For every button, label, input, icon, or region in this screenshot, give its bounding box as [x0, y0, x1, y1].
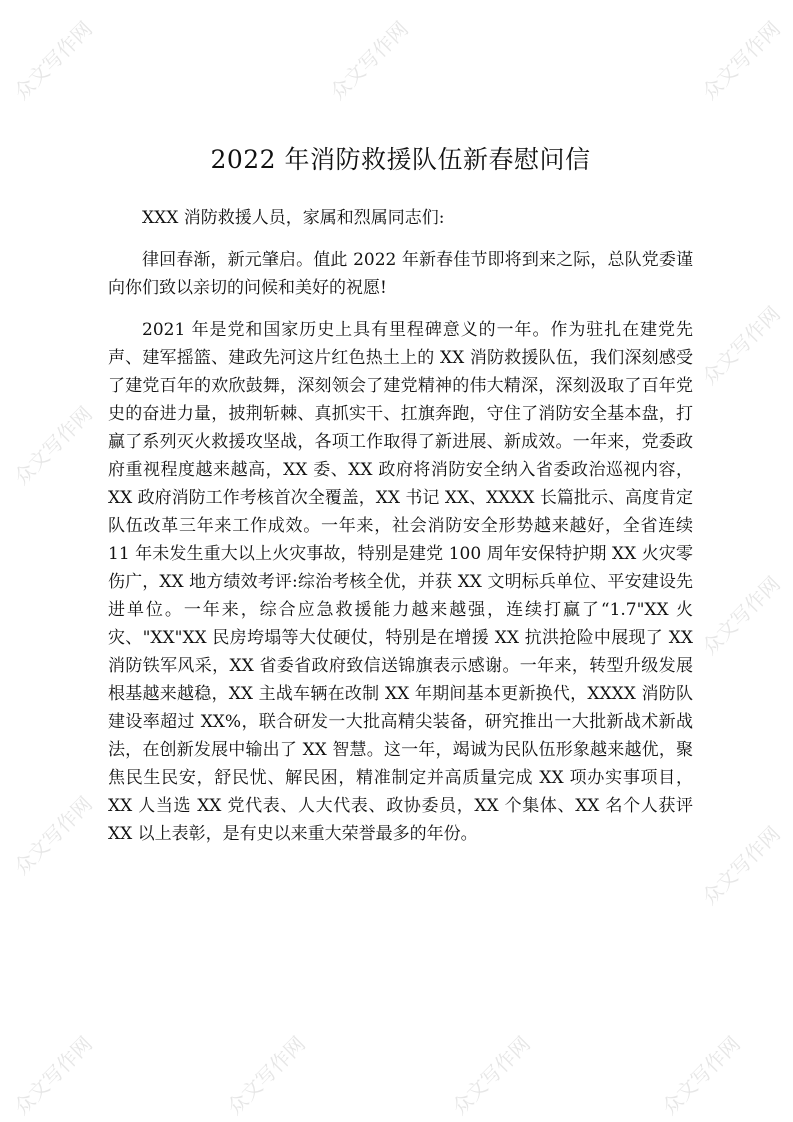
watermark: 众文写作网	[447, 1031, 535, 1120]
letter-paragraph: 律回春渐，新元肇启。值此 2022 年新春佳节即将到来之际，总队党委谨向你们致以亲切的问候和美好的祝愿!	[108, 250, 693, 298]
letter-title: 2022 年消防救援队伍新春慰问信	[210, 145, 591, 174]
watermark: 众文写作网	[9, 16, 97, 105]
watermark: 众文写作网	[325, 16, 413, 105]
letter-salutation: XXX 消防救援人员，家属和烈属同志们:	[142, 208, 445, 228]
letter-paragraph: 2021 年是党和国家历史上具有里程碑意义的一年。作为驻扎在建党先声、建军摇篮、建政先河这片红色热土上的 XX 消防救援队伍，我们深刻感受了建党百年的欢欣鼓舞，深刻领会了建党精神的伟大精深，深刻汲取了百年党史的奋进力量，披荆斩棘、真抓实干、扛旗奔跑，守住了消防安全基本盘，打赢了系列灭火救援攻坚战，各项工作取得了新进展、新成效。一年来，党委政府重视程度越来越高，XX 委、XX 政府将消防安全纳入省委政治巡视内容，XX 政府消防工作考核首次全覆盖，XX 书记 XX、XXXX 长篇批示、高度肯定队伍改革三年来工作成效。一年来，社会消防安全形势越来越好，全省连续 11 年未发生重大以上火灾事故，特别是建党 100 周年安保特护期 XX 火灾零伤广，XX 地方绩效考评:综治考核全优，并获 XX 文明标兵单位、平安建设先进单位。一年来，综合应急救援能力越来越强，连续打赢了“1.7"XX 火灾、"XX"XX 民房垮塌等大仗硬仗，特别是在增援 XX 抗洪抢险中展现了 XX 消防铁军风采，XX 省委省政府致信送锦旗表示感谢。一年来，转型升级发展根基越来越稳，XX 主战车辆在改制 XX 年期间基本更新换代，XXXX 消防队建设率超过 XX%，联合研发一大批高精尖装备，研究推出一大批新战术新战法，在创新发展中输出了 XX 智慧。这一年，竭诚为民队伍形象越来越优，聚焦民生民安，舒民忧、解民困，精准制定并高质量完成 XX 项办实事项目，XX 人当选 XX 党代表、人大代表、政协委员，XX 个集体、XX 名个人获评 XX 以上表彰，是有史以来重大荣誉最多的年份。	[108, 320, 693, 844]
watermark: 众文写作网	[9, 791, 97, 880]
letter-page	[108, 142, 693, 848]
watermark: 众文写作网	[222, 1031, 310, 1120]
watermark: 众文写作网	[657, 1031, 745, 1120]
watermark: 众文写作网	[9, 1031, 97, 1120]
watermark: 众文写作网	[697, 571, 785, 660]
watermark: 众文写作网	[697, 301, 785, 390]
watermark: 众文写作网	[697, 16, 785, 105]
watermark: 众文写作网	[697, 821, 785, 910]
watermark: 众文写作网	[9, 401, 97, 490]
